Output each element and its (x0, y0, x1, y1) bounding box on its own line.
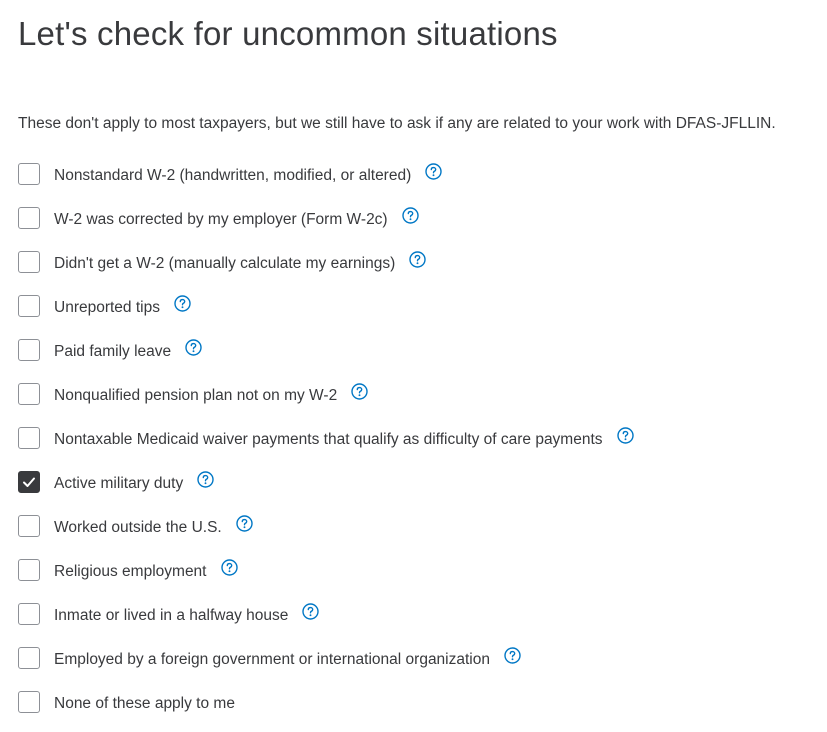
help-icon[interactable] (425, 163, 442, 180)
help-icon[interactable] (174, 295, 191, 312)
help-icon[interactable] (504, 647, 521, 664)
checkbox[interactable] (18, 603, 40, 625)
help-icon[interactable] (185, 339, 202, 356)
option-label[interactable]: Paid family leave (54, 343, 172, 360)
option-inmate-halfway-house[interactable] (18, 600, 634, 644)
option-label[interactable]: Unreported tips (54, 299, 160, 316)
checkbox[interactable] (18, 339, 40, 361)
option-label[interactable]: Worked outside the U.S. (54, 519, 222, 536)
option-label[interactable]: Didn't get a W-2 (manually calculate my earnings) (54, 255, 396, 272)
checkbox[interactable] (18, 427, 40, 449)
checkbox[interactable] (18, 251, 40, 273)
page-title: Let's check for uncommon situations (18, 15, 558, 52)
option-label[interactable]: Nontaxable Medicaid waiver payments that qualify as difficulty of care payments (54, 431, 603, 448)
checkbox[interactable] (18, 691, 40, 713)
option-worked-outside-us[interactable] (18, 512, 634, 556)
intro-text: These don't apply to most taxpayers, but we still have to ask if any are related to your work with DFAS-JFLLIN. (18, 115, 776, 132)
checkbox[interactable] (18, 207, 40, 229)
checkbox[interactable] (18, 383, 40, 405)
help-icon[interactable] (617, 427, 634, 444)
help-icon[interactable] (402, 207, 419, 224)
help-icon[interactable] (351, 383, 368, 400)
checkbox[interactable] (18, 471, 40, 493)
option-label[interactable]: Employed by a foreign government or international organization (54, 651, 490, 668)
option-label[interactable]: None of these apply to me (54, 695, 235, 712)
option-label[interactable]: Nonstandard W-2 (handwritten, modified, or altered) (54, 167, 412, 184)
checkbox[interactable] (18, 647, 40, 669)
option-label[interactable]: W-2 was corrected by my employer (Form W-2c) (54, 211, 388, 228)
option-unreported-tips[interactable] (18, 292, 634, 336)
help-icon[interactable] (221, 559, 238, 576)
help-icon[interactable] (302, 603, 319, 620)
checkmark-icon (22, 475, 36, 489)
option-medicaid-waiver[interactable] (18, 424, 634, 468)
help-icon[interactable] (197, 471, 214, 488)
options-list (18, 160, 634, 732)
option-paid-family-leave[interactable] (18, 336, 634, 380)
option-foreign-government[interactable] (18, 644, 634, 688)
option-none-apply[interactable] (18, 688, 634, 732)
option-religious-employment[interactable] (18, 556, 634, 600)
option-label[interactable]: Nonqualified pension plan not on my W-2 (54, 387, 338, 404)
option-label[interactable]: Active military duty (54, 475, 184, 492)
help-icon[interactable] (236, 515, 253, 532)
checkbox[interactable] (18, 515, 40, 537)
option-nonstandard-w2[interactable] (18, 160, 634, 204)
option-nonqualified-pension[interactable] (18, 380, 634, 424)
option-w2-corrected[interactable] (18, 204, 634, 248)
checkbox[interactable] (18, 295, 40, 317)
option-active-military-duty[interactable] (18, 468, 634, 512)
option-no-w2[interactable] (18, 248, 634, 292)
option-label[interactable]: Religious employment (54, 563, 207, 580)
option-label[interactable]: Inmate or lived in a halfway house (54, 607, 289, 624)
checkbox[interactable] (18, 559, 40, 581)
checkbox[interactable] (18, 163, 40, 185)
help-icon[interactable] (409, 251, 426, 268)
